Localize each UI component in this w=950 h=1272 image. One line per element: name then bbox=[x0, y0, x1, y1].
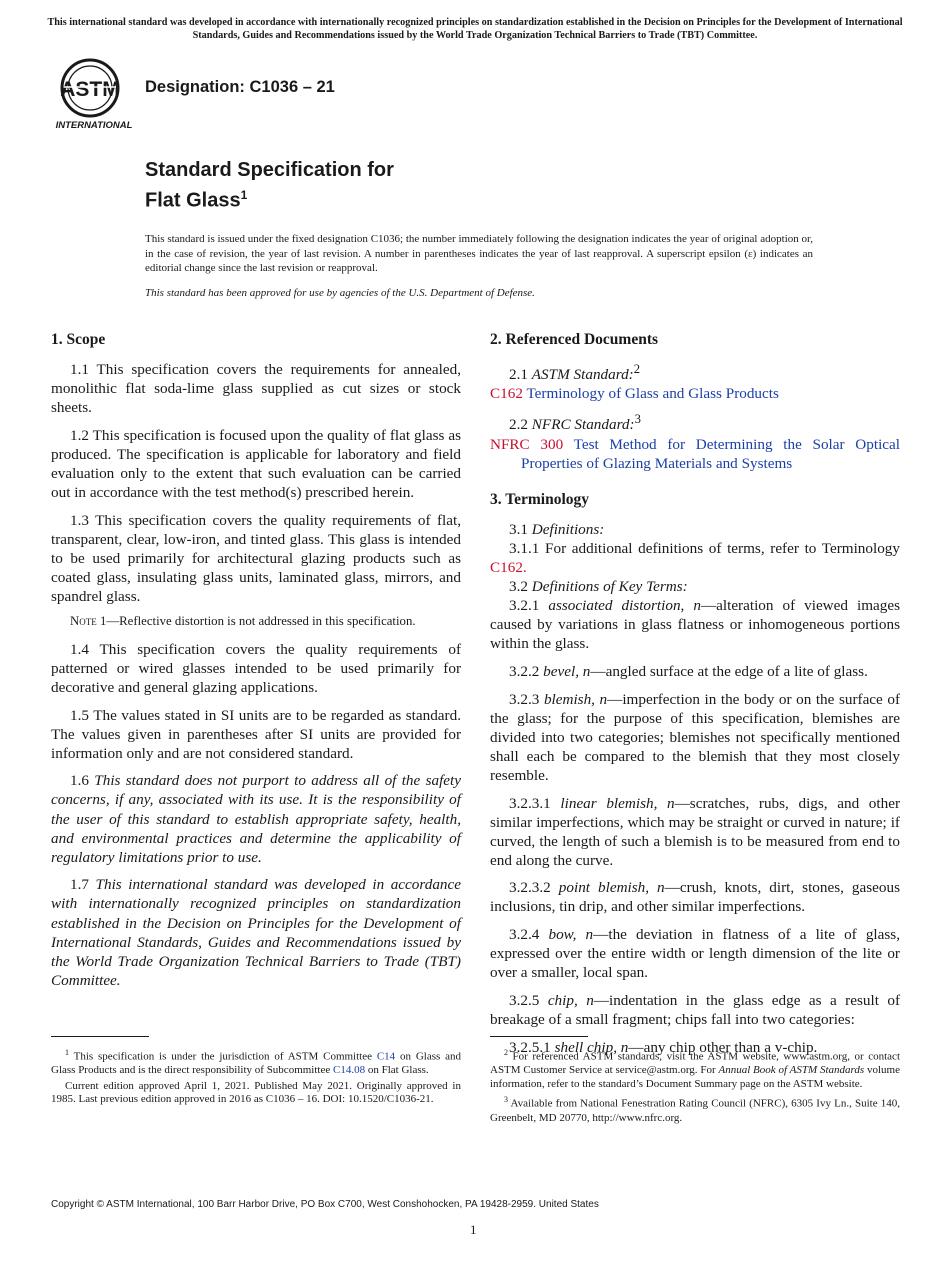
para-2-1: 2.1 ASTM Standard:$^2$ bbox=[509, 362, 641, 384]
footnote-rule-left bbox=[51, 1036, 149, 1037]
para-3-2: 3.2 Definitions of Key Terms: bbox=[509, 578, 688, 596]
para-3-1: 3.1 Definitions: bbox=[509, 520, 605, 538]
para-3-1-1: 3.1.1 For additional definitions of terms, refer to Terminology C162. bbox=[490, 539, 900, 576]
ref-c162-title-link[interactable]: Terminology of Glass and Glass Products bbox=[522, 385, 779, 403]
para-3-2-1: 3.2.1 associated distortion, n—alteration of viewed images caused by variations in glass flatness or inhomogeneous portions within the glass. bbox=[490, 597, 900, 653]
footnote-1: $^1$ This specification is under the jurisdiction of ASTM Committee C14 on Glass and Glass Products and is the direct responsibility of Subcommittee C14.08 on Flat Glass. bbox=[51, 1048, 462, 1077]
para-1-7: 1.7 This international standard was developed in accordance with internationally recognized principles on standardization established in the Decision on Principles for the Development of International Standards, Guides and Recommendations issued by the World Trade Organization Technical Barriers to Trade (TBT) Committee. bbox=[51, 876, 461, 989]
ref-c162-link[interactable]: C162 bbox=[490, 385, 523, 403]
footnote-rule-right bbox=[490, 1036, 588, 1037]
para-1-4: 1.4 This specification covers the quality requirements of patterned or wired glasses intended to be used primarily for decorative and general glazing applications. bbox=[51, 640, 461, 696]
committee-c14-link[interactable]: C14 bbox=[376, 1050, 396, 1063]
designation: Designation: C1036 – 21 bbox=[145, 78, 335, 96]
para-3-2-3-1: 3.2.3.1 linear blemish, n—scratches, rubs, digs, and other similar imperfections, which may be straight or curved in nature; if curved, the length of such a blemish is to be measured from end to end along the curve. bbox=[490, 794, 901, 869]
left-column bbox=[51, 330, 461, 998]
referenced-documents-heading: 2. Referenced Documents bbox=[490, 331, 659, 348]
astm-logo bbox=[52, 56, 136, 132]
para-3-2-3-2: 3.2.3.2 point blemish, n—crush, knots, dirt, stones, gaseous inclusions, tin drip, and other similar imperfections. bbox=[490, 879, 901, 916]
page-number: 1 bbox=[470, 1222, 477, 1237]
para-3-2-3: 3.2.3 blemish, n—imperfection in the body or on the surface of the glass; for the purpose of this specification, blemishes are divided into two categories; blemishes not specifically mentioned shall each be compared to the blemish that they most closely resemble. bbox=[490, 690, 900, 784]
approved-note: This standard has been approved for use by agencies of the U.S. Department of Defense. bbox=[145, 287, 535, 299]
note-1: Note 1—Reflective distortion is not addressed in this specification. bbox=[70, 613, 416, 628]
para-1-6: 1.6 This standard does not purport to address all of the safety concerns, if any, associated with its use. It is the responsibility of the user of this standard to establish appropriate safety, health, and environmental practices and determine the applicability of regulatory limitations prior to use. bbox=[51, 772, 461, 866]
ref-c162 bbox=[490, 384, 900, 403]
para-2-2: 2.2 NFRC Standard:$^3$ bbox=[509, 412, 641, 434]
right-column bbox=[490, 330, 900, 1065]
para-3-2-2: 3.2.2 bevel, n—angled surface at the edge of a lite of glass. bbox=[509, 662, 868, 680]
logo-caption: INTERNATIONAL bbox=[55, 120, 133, 131]
title-line-2: Flat Glass$^1$ bbox=[145, 188, 248, 212]
para-3-2-5: 3.2.5 chip, n—indentation in the glass edge as a result of breakage of a small fragment; chips fall into two categories: bbox=[490, 991, 900, 1028]
page-title bbox=[145, 158, 394, 214]
footnotes-left bbox=[51, 1046, 461, 1109]
logo-letters: ASTM bbox=[60, 78, 120, 101]
subcommittee-c1408-link[interactable]: C14.08 bbox=[333, 1064, 366, 1077]
ref-nfrc-title-link[interactable]: Test Method for Determining the Solar Optical Properties of Glazing Materials and Systems bbox=[521, 435, 900, 472]
para-3-2-5-1: 3.2.5.1 shell chip, n—any chip other than a v-chip. bbox=[509, 1038, 818, 1056]
footnote-3: $^3$ Available from National Fenestration Rating Council (NFRC), 6305 Ivy Ln., Suite 140, Greenbelt, MD 20770, http://www.nfrc.org. bbox=[490, 1095, 900, 1124]
para-1-3: 1.3 This specification covers the quality requirements of flat, transparent, clear, low-iron, and tinted glass. This glass is intended to be used primarily for architectural glazing products such as coated glass, insulating glass units, laminated glass, mirrors, and spandrel glass. bbox=[51, 511, 461, 606]
para-1-1: 1.1 This specification covers the requirements for annealed, monolithic flat soda-lime glass supplied as cut sizes or stock sheets. bbox=[51, 361, 461, 417]
issued-note: This standard is issued under the fixed designation C1036; the number immediately following the designation indicates the year of original adoption or, in the case of revision, the year of last revision. A number in parentheses indicates the year of last reapproval. A superscript epsilon (ε) indicates an editorial change since the last revision or reapproval. bbox=[145, 233, 813, 274]
para-1-2: 1.2 This specification is focused upon the quality of flat glass as produced. The specification is applicable for laboratory and field evaluation only to the extent that such evaluation can be carried out in accordance with the test method(s) prescribed herein. bbox=[51, 426, 461, 502]
footnote-edition: Current edition approved April 1, 2021. Published May 2021. Originally approved in 1985. Last previous edition approved in 2016 as C1036 – 16. DOI: 10.1520/C1036-21. bbox=[51, 1079, 461, 1106]
title-line-1: Standard Specification for bbox=[145, 159, 394, 181]
terminology-heading: 3. Terminology bbox=[490, 490, 590, 508]
scope-heading: 1. Scope bbox=[51, 331, 106, 348]
terminology-c162-link[interactable]: C162 bbox=[490, 558, 523, 576]
footnote-2: $^2$ For referenced ASTM standards, visit the ASTM website, www.astm.org, or contact ASTM Customer Service at service@astm.org. For Annual Book of ASTM Standards volume information, refer to the standard’s Document Summary page on the ASTM website. bbox=[490, 1048, 900, 1090]
para-3-2-4: 3.2.4 bow, n—the deviation in flatness of a lite of glass, expressed over the entire width or length dimension of the lite or over a smaller, local span. bbox=[490, 926, 900, 982]
footnotes-right bbox=[490, 1046, 900, 1127]
ref-nfrc-300 bbox=[490, 435, 900, 473]
top-notice: This international standard was developed in accordance with internationally recognized principles on standardization established in the Decision on Principles for the Development of International Standards, Guides and Recommendations issued by the World Trade Organization Technical Barriers to Trade (TBT) Committee. bbox=[47, 17, 903, 41]
copyright: Copyright © ASTM International, 100 Barr Harbor Drive, PO Box C700, West Conshohocken, PA 19428-2959. United States bbox=[51, 1199, 599, 1210]
para-1-5: 1.5 The values stated in SI units are to be regarded as standard. The values given in parentheses after SI units are provided for information only and are not considered standard. bbox=[51, 706, 461, 762]
title-footnote-ref[interactable]: 1 bbox=[240, 188, 248, 202]
ref-nfrc-link[interactable]: NFRC 300 bbox=[490, 435, 564, 453]
